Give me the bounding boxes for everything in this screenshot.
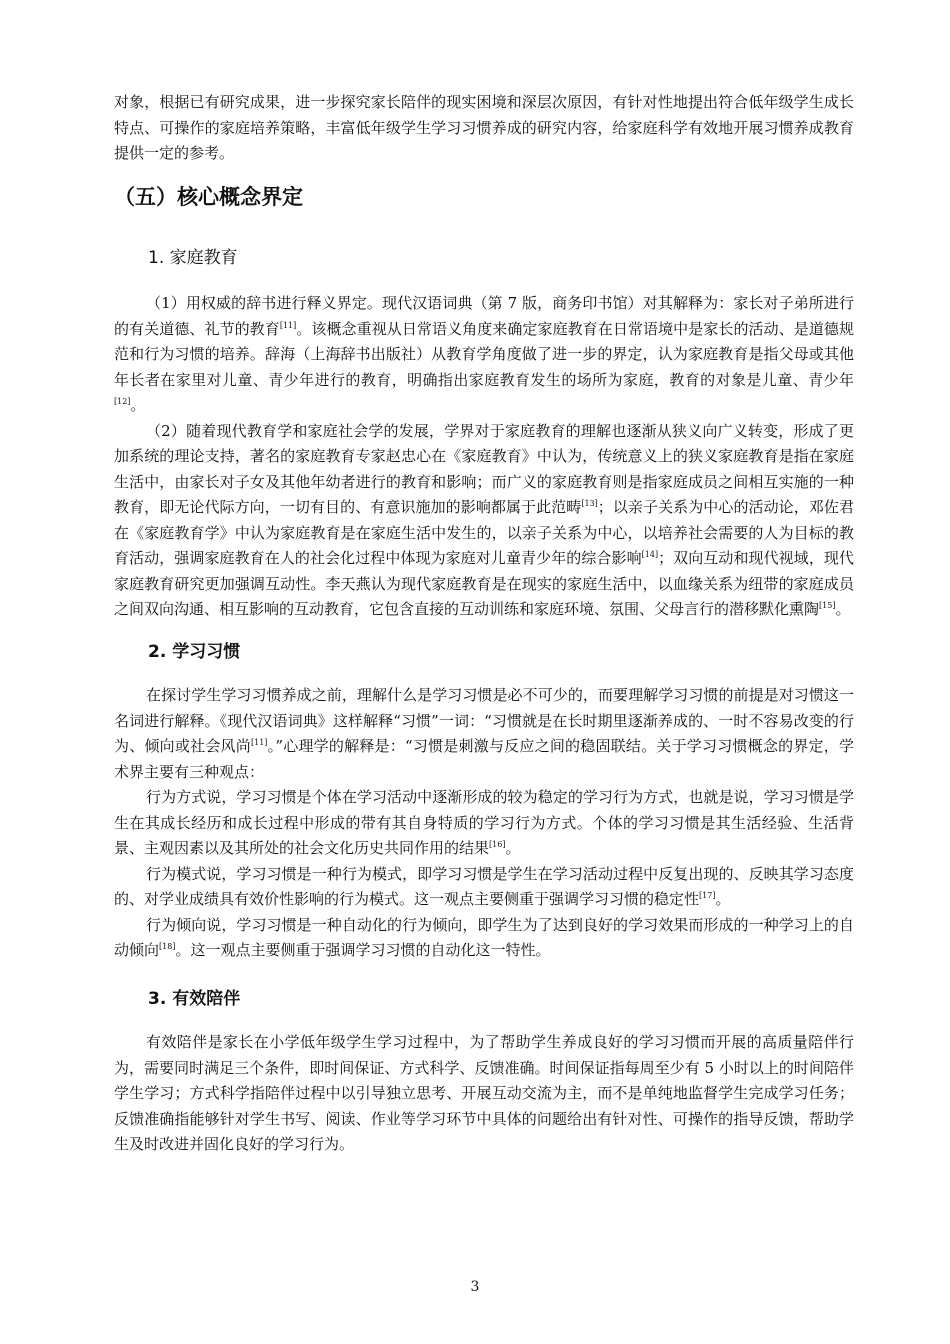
citation: [11]	[250, 738, 268, 747]
citation: [13]	[581, 499, 598, 508]
learning-habits-body	[114, 683, 854, 964]
citation: [16]	[489, 840, 506, 849]
learning-habits-paragraph-1: 在探讨学生学习习惯养成之前，理解什么是学习习惯是必不可少的，而要理解学习习惯的前提是对习惯这一名词进行解释。《现代汉语词典》这样解释“习惯”一词：“习惯就是在长时期里逐渐养成的、一时不容易改变的行为、倾向或社会风尚[11]。”心理学的解释是：“习惯是刺激与反应之间的稳固联结。关于学习习惯概念的界定，学术界主要有三种观点：	[114, 686, 854, 781]
heading-learning-habits: 2. 学习习惯	[148, 642, 241, 662]
citation: [14]	[641, 550, 659, 559]
intro-paragraph	[114, 90, 854, 167]
effective-companionship-paragraph: 有效陪伴是家长在小学低年级学生学习过程中，为了帮助学生养成良好的学习习惯而开展的高质量陪伴行为，需要同时满足三个条件，即时间保证、方式科学、反馈准确。时间保证指每周至少有 5 小时以上的时间陪伴学生学习；方式科学指陪伴过程中以引导独立思考、开展互动交流为主，而不是单纯地监督学生完成学习任务；反馈准确指能够针对学生书写、阅读、作业等学习环节中具体的问题给出有针对性、可操作的指导反馈，帮助学生及时改进并固化良好的学习行为。	[114, 1033, 854, 1153]
family-education-paragraph-2: （2）随着现代教育学和家庭社会学的发展，学界对于家庭教育的理解也逐渐从狭义向广义转变，形成了更加系统的理论支持，著名的家庭教育专家赵忠心在《家庭教育》中认为，传统意义上的狭义家庭教育是指在家庭生活中，由家长对子女及其他年幼者进行的教育和影响；而广义的家庭教育则是指家庭成员之间相互实施的一种教育，即无论代际方向，一切有目的、有意识施加的影响都属于此范畴[13]；以亲子关系为中心的活动论，邓佐君在《家庭教育学》中认为家庭教育是在家庭生活中发生的，以亲子关系为中心，以培养社会需要的人为目标的教育活动，强调家庭教育在人的社会化过程中体现为家庭对儿童青少年的综合影响[14]；双向互动和现代视域，现代家庭教育研究更加强调互动性。李天燕认为现代家庭教育是在现实的家庭生活中，以血缘关系为纽带的家庭成员之间双向沟通、相互影响的互动教育，它包含直接的互动训练和家庭环境、氛围、父母言行的潜移默化熏陶[15]。	[114, 421, 854, 618]
citation: [17]	[699, 891, 716, 900]
effective-companionship-body	[114, 1030, 854, 1158]
learning-habits-paragraph-2: 行为方式说，学习习惯是个体在学习活动中逐渐形成的较为稳定的学习行为方式，也就是说，学习习惯是学生在其成长经历和成长过程中形成的带有其自身特质的学习行为方式。个体的学习习惯是其生活经验、生活背景、主观因素以及其所处的社会文化历史共同作用的结果[16]。	[114, 788, 854, 857]
learning-habits-paragraph-3: 行为模式说，学习习惯是一种行为模式，即学习习惯是学生在学习活动过程中反复出现的、反映其学习态度的、对学业成绩具有效价性影响的行为模式。这一观点主要侧重于强调学习习惯的稳定性[17]。	[114, 864, 854, 908]
citation: [11]	[279, 320, 297, 330]
intro-text: 对象，根据已有研究成果，进一步探究家长陪伴的现实困境和深层次原因，有针对性地提出符合低年级学生成长特点、可操作的家庭培养策略，丰富低年级学生学习习惯养成的研究内容，给家庭科学有效地开展习惯养成教育提供一定的参考。	[114, 93, 854, 162]
learning-habits-paragraph-4: 行为倾向说，学习习惯是一种自动化的行为倾向，即学生为了达到良好的学习效果而形成的一种学习上的自动倾向[18]。这一观点主要侧重于强调学习习惯的自动化这一特性。	[114, 915, 854, 959]
heading-family-education: 1. 家庭教育	[148, 248, 238, 268]
citation: [12]	[114, 397, 131, 406]
section-title: （五）核心概念界定	[114, 185, 303, 209]
heading-effective-companionship: 3. 有效陪伴	[148, 989, 241, 1009]
family-education-paragraph-1: （1）用权威的辞书进行释义界定。现代汉语词典（第 7 版，商务印书馆）对其解释为：家长对子弟所进行的有关道德、礼节的教育[11]。该概念重视从日常语义角度来确定家庭教育在日常语境中是家长的活动、是道德规范和行为习惯的培养。辞海（上海辞书出版社）从教育学角度做了进一步的界定，认为家庭教育是指父母或其他年长者在家里对儿童、青少年进行的教育，明确指出家庭教育发生的场所为家庭，教育的对象是儿童、青少年[12]。	[114, 294, 854, 414]
citation: [18]	[159, 942, 176, 951]
family-education-body	[114, 291, 854, 623]
page-number: 3	[470, 1279, 480, 1295]
citation: [15]	[819, 601, 836, 610]
